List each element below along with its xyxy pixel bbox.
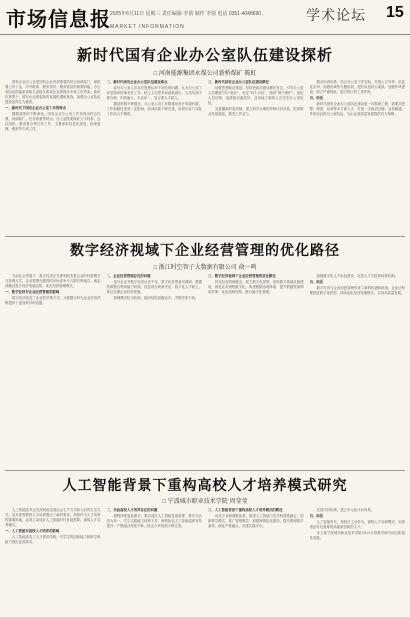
paragraph: 激励机制不够健全，办公室人员工作繁重但晋升渠道有限，工作积极性受到一定影响。培训体系不够完善，培训内容与实际工作结合不紧密。 (106, 102, 202, 116)
section-heading: 一、新时代下国有企业办公室工作的特点 (5, 106, 67, 110)
article-1-column (310, 80, 406, 232)
paragraph: 健全培训体系，结合办公室工作实际，开展公文写作、信息化应用、沟通协调等专题培训，提升队伍综合素质。加强作风建设，树立严谨细致、雷厉风行的工作作风。 (309, 80, 405, 94)
paragraph: 国有企业办公室是国有企业内部重要的综合协调部门，承担着上传下达、内外联系、服务领导、服务基层的重要职能。办公室队伍的素质和能力直接关系到企业管理水平和工作效率。新时代背景下，国有企业面临新的发展机遇和挑战，加强办公室队伍建设显得尤为重要。 (5, 80, 101, 104)
section-heading: 三、人工智能背景下重构高校人才培养模式的路径 (208, 508, 283, 512)
section-heading: 二、企业经营管理存在的问题 (106, 274, 151, 278)
article-1-byline: □ 河南能源集团永煤公司新桥煤矿 陈虹 (153, 71, 257, 77)
paragraph: 完善评价机制，建立多元化评价体系。 (316, 508, 375, 512)
article-2-column (208, 274, 304, 466)
paragraph: 转变经营管理理念，树立数字化思维；加快数字基础设施建设，推进业务流程数字化；构建数据治理体系，提升数据资源利用效率；优化组织结构，推行扁平化管理。 (208, 280, 304, 294)
paragraph: 本文系宁波城市职业技术学院2023年度教学研究项目阶段性成果。 (309, 531, 405, 540)
paragraph: 管理模式较为传统，组织结构层级较多，决策效率不高。 (113, 296, 199, 300)
section-heading: 四、结语 (309, 280, 324, 284)
article-2-byline: □ 浙江时空智子大数据有限公司 俞一鸣 (153, 265, 257, 271)
article-2-title: 数字经济视域下企业经营管理的优化路径 (70, 243, 340, 259)
paragraph: 数字经济为企业经营管理带来了新的机遇和挑战，企业应积极推进数字化转型，持续优化经营管理模式，实现高质量发展。 (309, 286, 405, 295)
article-3-byline: □ 宁波城市职业技术学院 周莹莹 (162, 499, 248, 505)
article-3-body (5, 508, 405, 615)
paragraph: 新时代国有企业办公室队伍建设是一项系统工程，需要从思想、制度、培训等多方面入手，打造一支政治过硬、业务精通、作风优良的办公室队伍，为企业高质量发展提供有力保障。 (309, 102, 405, 116)
section-heading: 二、新时代国有企业办公室队伍建设难点 (106, 80, 168, 84)
paragraph: 人工智能技术正在深刻改变着社会生产方式和人们的生活方式，也对高等教育人才培养提出了新的要求。高校作为人才培养的重要阵地，必须主动适应人工智能时代发展需要，重构人才培养模式。 (5, 508, 101, 527)
section-name: 学术论坛 (306, 7, 366, 23)
paragraph: 加强思想政治建设，坚持把政治建设摆在首位，引导办公室人员增强“四个意识”、坚定“四个自信”、做到“两个维护”。优化人员结构，选拔政治素质好、业务能力强的人员充实办公室队伍。 (208, 86, 304, 105)
section-heading: 一、数字经济对企业经营管理的影响 (5, 290, 60, 294)
article-3-column (310, 508, 406, 615)
article-1-column (107, 80, 203, 232)
section-heading: 三、数字经济视域下企业经营管理的优化路径 (208, 274, 276, 278)
paragraph: 人工智能改变了人才需求结构，对学生的创新能力和跨学科能力提出更高要求。 (5, 535, 101, 544)
article-2-column (5, 274, 101, 466)
article-divider (5, 470, 405, 471)
paragraph: 人工智能时代，高校应主动作为，重构人才培养模式，培养适应时代需要的高素质创新型人才。 (309, 520, 405, 529)
article-2-column (107, 274, 203, 466)
paragraph: 优化专业和课程体系，推进人工智能与各学科深度融合；创新教学模式，推广智慧教学；加强师资队伍建设，提升教师数字素养；深化产教融合，共建实践平台。 (208, 514, 304, 528)
section-heading: 二、当前高校人才培养存在的问题 (106, 508, 158, 512)
article-divider (5, 236, 405, 237)
article-1-title: 新时代国有企业办公室队伍建设探析 (76, 46, 333, 64)
article-3-title: 人工智能背景下重构高校人才培养模式研究 (62, 478, 348, 494)
article-3-column (208, 508, 304, 615)
article-3-column (5, 508, 101, 615)
paragraph: 加强数字化人才队伍建设，完善人才引进和培养机制。 (316, 274, 398, 278)
paragraph: 部分办公室人员存在思想认识不到位的问题，认为办公室工作是简单的事务性工作，缺乏主动思考和创新意识。人员结构不够合理，年龄偏大、专业单一，复合型人才缺乏。 (106, 86, 202, 100)
page-number: 15 (386, 4, 404, 21)
paragraph: 当前社会发展下，数字经济正在深刻改变着企业的经营模式与管理方式。企业要想在激烈的市场竞争中占据有利地位，就必须顺应数字经济发展趋势，优化经营管理模式。 (5, 274, 101, 288)
newspaper-logo: 市场信息报 (6, 7, 111, 31)
article-2-body (5, 274, 405, 466)
section-heading: 一、人工智能对高校人才培养的影响 (5, 529, 60, 533)
paragraph: 部分企业对数字经济认识不足，数字化转型意识薄弱；数据资源整合利用能力较弱，信息孤岛现象突出；数字化人才缺乏，难以支撑企业转型发展。 (106, 280, 202, 294)
section-heading: 四、结语 (309, 96, 324, 100)
paragraph: 完善激励约束机制，建立科学合理的考核评价体系，拓宽职业发展通道，激发工作活力。 (208, 107, 304, 116)
article-1-column (5, 80, 101, 232)
issue-info: 2025年6月11日 星期三 责任编辑 李倩 制作 李倩 电话 0351-4048690 (110, 11, 262, 17)
article-3-column (107, 508, 203, 615)
article-1-body (5, 80, 405, 232)
newspaper-logo-english: MARKET INFORMATION (110, 24, 185, 30)
section-heading: 三、新时代国有企业办公室队伍建设路径 (208, 80, 270, 84)
paragraph: 数字经济改变了企业的决策方式，大数据分析为企业经营决策提供了更加科学的依据。 (5, 296, 101, 305)
article-1-column (208, 80, 304, 232)
paragraph: 课程体系更新滞后，难以适应人工智能发展需要；教学方法较为单一，学生实践能力培养不足；师资队伍人工智能素养有待提升；产教融合深度不够，校企合作机制不够完善。 (106, 514, 202, 528)
paragraph: 随着改革的不断深化，国有企业办公室工作呈现出综合性强、协调面广、任务繁重等特点。办公室既要做好文字材料、会议组织、督查督办等日常工作，又要承担信息化建设、档案管理、保密等专项工作。 (5, 112, 101, 131)
masthead (0, 0, 410, 35)
article-2-column (310, 274, 406, 466)
section-heading: 四、结语 (309, 514, 324, 518)
